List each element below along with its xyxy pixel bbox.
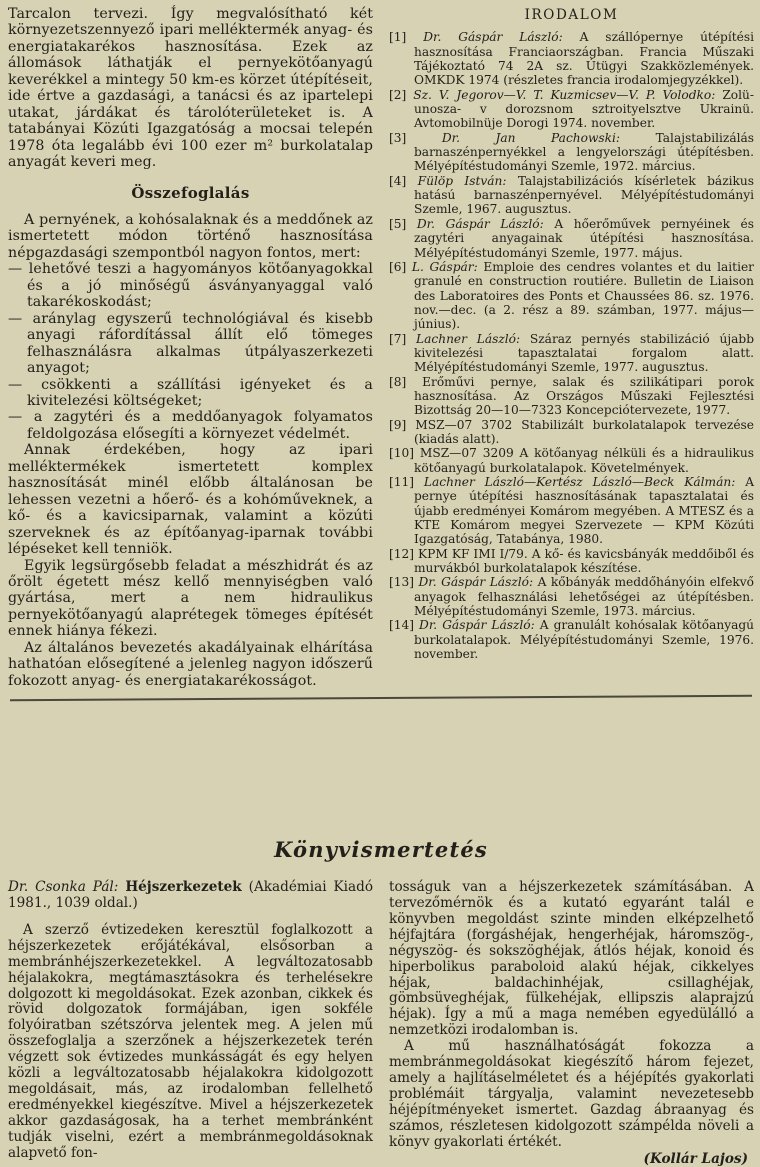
- entry-number: [9]: [389, 417, 407, 432]
- review-paragraph: tosságuk van a héjszerkezetek számításában. A tervezőmérnök és a kutató egyaránt talál e könyvben megoldást szinte minden elképzelhető héjfajtára (forgáshéjak, hengerhéjak, háromszög-, négyszög- és sokszöghéjak, átlós héjak, konoid és hiperbolikus paraboloid alakú héjak, cikkelyes héjak, baldachinhéjak, csillaghéjak, gömbsüveghéjak, fülkehéjak, ellipszis alaprajzú héjak). Így a mű a maga nemében egyedülálló a nemzetközi irodalomban is.: [389, 879, 754, 1039]
- book-reference: [8, 880, 373, 912]
- entry-author: Lachner László—Kertész László—Beck Kálmán:: [423, 475, 736, 489]
- bibliography-entry: [389, 475, 754, 547]
- bibliography-list: [389, 30, 754, 661]
- entry-number: [14]: [389, 618, 415, 633]
- book-publisher: (Akadémiai Kiadó 1981., 1039 oldal.): [8, 879, 373, 912]
- book-review-section: [8, 880, 754, 1167]
- review-left-column: [8, 880, 373, 1167]
- article-paragraph: Az általános bevezetés akadályainak elhárítása hathatóan elősegítené a jelenleg nagyon időszerű fokozott anyag- és energiatakarékosságot.: [8, 639, 373, 689]
- entry-text: A kőbányák meddőhányóin elfekvő anyagok felhasználási lehetőségei az útépítésben. Mélyépítéstudományi Szemle, 1973. március.: [414, 575, 755, 619]
- entry-number: [5]: [389, 216, 407, 231]
- bibliography-entry: [389, 174, 754, 217]
- entry-text: Erőművi pernye, salak és szilikátipari porok hasznosítása. Az Országos Műszaki Fejlesztési Bizottság 20—10—7323 Koncepciótervezete, 1977.: [414, 374, 755, 418]
- entry-author: Sz. V. Jegorov—V. T. Kuzmicsev—V. P. Volodko:: [413, 87, 716, 102]
- bibliography-entry: [389, 618, 754, 661]
- entry-number: [2]: [389, 87, 407, 102]
- entry-number: [10]: [389, 446, 415, 461]
- bibliography-column: [389, 6, 754, 689]
- section-divider: [10, 695, 752, 702]
- entry-text: Talajstabilizálás barnaszénpernyékkel a lengyelországi útépítésben. Mélyépítéstudományi Szemle, 1972. március.: [414, 130, 755, 174]
- list-item: — aránylag egyszerű technológiával és kisebb anyagi ráfordítással állít elő tömeges felhasználásra alkalmas útpályaszerkezeti anyagot;: [8, 310, 373, 377]
- article-paragraph: Tarcalon tervezi. Így megvalósítható két környezetszennyező ipari melléktermék anyag- és energiatakarékos hasznosítása. Ezek az állomások láthatják el pernyekötőanyagú keverékkel a mintegy 50 km-es körzet útépítéseit, ide értve a gazdasági, a tanácsi és az ipartelepi utakat, járdákat és tárolóterületeket is. A tatabányai Közúti Igazgatóság a mocsai telepén 1978 óta legalább évi 100 ezer m² burkolatalap anyagát keveri meg.: [8, 6, 373, 171]
- list-item: — csökkenti a szállítási igényeket és a kivitelezési költségeket;: [8, 376, 373, 409]
- article-column: [8, 6, 373, 689]
- book-title: Héjszerkezetek: [125, 879, 242, 896]
- bibliography-entry: [389, 547, 754, 576]
- entry-number: [13]: [389, 575, 415, 590]
- bibliography-entry: [389, 260, 754, 332]
- book-review-heading: Könyvismertetés: [274, 837, 488, 863]
- entry-text: MSZ—07 3209 A kötőanyag nélküli és a hidraulikus kötőanyagú burkolatalapok. Követelmények.: [414, 446, 755, 475]
- bibliography-entry: [389, 375, 754, 418]
- entry-text: Talajstabilizációs kísérletek bázikus hatású barnaszénpernyével. Mélyépítéstudományi Szemle, 1967. augusztus.: [414, 173, 754, 217]
- entry-text: A granulált kohósalak kötőanyagú burkolatalapok. Mélyépítéstudományi Szemle, 1976. november.: [414, 618, 754, 662]
- bibliography-entry: [389, 30, 754, 87]
- entry-text: Száraz pernyés stabilizáció újabb kivitelezési tapasztalatai forgalom alatt. Mélyépítéstudományi Szemle, 1977. augusztus.: [414, 331, 754, 375]
- review-paragraph: A mű használhatóságát fokozza a membránmegoldásokat kiegészítő három fejezet, amely a hajlításelméletet és a héjépítés gyakorlati problémáit tárgyalja, valamint nevezetesebb héjépítményeket ismertet. Gazdag ábraanyag és számos, részletesen kidolgozott számpélda növeli a könyv gyakorlati értékét.: [389, 1038, 754, 1150]
- entry-text: MSZ—07 3702 Stabilizált burkolatalapok tervezése (kiadás alatt).: [414, 417, 754, 446]
- entry-number: [3]: [389, 130, 407, 145]
- entry-author: Lachner László:: [416, 331, 521, 346]
- entry-text: A hőerőművek pernyéinek és zagytéri anyagainak útépítési hasznosítása. Mélyépítéstudományi Szemle, 1977. május.: [414, 216, 755, 260]
- entry-text: A szállópernye útépítési hasznosítása Franciaországban. Francia Műszaki Tájékoztató 74 2A sz. Útügyi Szakközlemények. OMKDK 1974 (részletes francia irodalomjegyzékkel).: [414, 30, 755, 88]
- article-paragraph: A pernyének, a kohósalaknak és a meddőnek az ismertetett módon történő hasznosítása népgazdasági szempontból nagyon fontos, mert:: [8, 211, 373, 261]
- bibliography-entry: [389, 88, 754, 131]
- reviewer-signature: (Kollár Lajos): [643, 1150, 748, 1167]
- bibliography-entry: [389, 131, 754, 174]
- review-right-column: [389, 880, 754, 1167]
- summary-heading: Összefoglalás: [131, 183, 250, 202]
- entry-number: [1]: [389, 30, 407, 45]
- bibliography-heading: IRODALOM: [524, 7, 619, 23]
- bibliography-entry: [389, 575, 754, 618]
- entry-number: [8]: [389, 374, 407, 389]
- entry-text: Emploie des cendres volantes et du laitier granulé en construction routiére. Bulletin de Liaison des Laboratoires des Ponts et Chaussées 86. sz. 1976. nov.—dec. (a 2. rész a 89. számban, 1977. május—június).: [414, 259, 755, 332]
- bibliography-entry: [389, 418, 754, 447]
- entry-author: Dr. Gáspár László:: [416, 216, 544, 231]
- entry-number: [11]: [389, 475, 415, 489]
- bibliography-entry: [389, 217, 754, 260]
- entry-author: L. Gáspár:: [411, 259, 478, 274]
- entry-text: A pernye útépítési hasznosításának tapasztalatai és újabb eredményei Komárom megyében. A MTESZ és a KTE Komárom megyei Szervezete — KPM Közúti Igazgatóság, Tatabánya, 1980.: [414, 475, 754, 547]
- entry-number: [12]: [389, 546, 415, 561]
- review-paragraph: A szerző évtizedeken keresztül foglalkozott a héjszerkezetek erőjátékával, elsősorban a membránhéjszerkezetekkel. A legváltozatosabb héjalakokra, megtámasztásokra és terhelésekre dolgozott ki megoldásokat. Ezek azonban, cikkek és rövid dolgozatok formájában, igen sokféle folyóiratban szétszórva jelentek meg. A jelen mű összefoglalja a szerzőnek a héjszerkezetek terén végzett sok évtizedes munkásságát és egy helyen közli a legváltozatosabb héjalakokra kidolgozott megoldásait, más, az irodalomban fellelhető eredményekkel kiegészítve. Mivel a héjszerkezetek akkor gazdaságosak, ha a terhet membránként tudják viselni, ezért a membránmegoldásoknak alapvető fon-: [8, 921, 373, 1161]
- entry-author: Fülöp István:: [417, 173, 507, 188]
- bibliography-entry: [389, 446, 754, 475]
- list-item: — a zagytéri és a meddőanyagok folyamatos feldolgozása elősegíti a környezet védelmét.: [8, 409, 373, 442]
- entry-text: Zolü-unosza- v dorozsnom sztroityelsztve Ukrainü. Avtomobilnüje Dorogi 1974. november.: [414, 87, 755, 131]
- entry-number: [7]: [389, 331, 407, 346]
- entry-author: Dr. Gáspár László:: [419, 618, 535, 633]
- bibliography-entry: [389, 332, 754, 375]
- entry-number: [4]: [389, 173, 407, 188]
- article-paragraph: Egyik legsürgősebb feladat a mészhidrát és az őrölt égetett mész kellő mennyiségben való gyártása, mert a nem hidraulikus pernyekötőanyagú alaprétegek tömeges építését ennek hiánya fékezi.: [8, 557, 373, 640]
- entry-text: KPM KF IMI I/79. A kő- és kavicsbányák meddőiből és murvákból burkolatalapok készítése.: [414, 546, 755, 576]
- book-author: Dr. Csonka Pál:: [8, 879, 119, 896]
- top-section: [8, 6, 754, 689]
- entry-number: [6]: [389, 259, 407, 274]
- list-item: — lehetővé teszi a hagyományos kötőanyagokkal és a jó minőségű ásványanyaggal való takarékoskodást;: [8, 261, 373, 311]
- entry-author: Dr. Gáspár László:: [423, 30, 563, 45]
- article-paragraph: Annak érdekében, hogy az ipari melléktermékek ismertetett komplex hasznosítását minél előbb általánosan be lehessen vezetni a hőerő- és a kohóműveknek, a kő- és a kavicsiparnak, valamint a közúti szerveknek és az építőanyag-iparnak további lépéseket kell tenniök.: [8, 442, 373, 558]
- entry-author: Dr. Jan Pachowski:: [441, 130, 621, 145]
- entry-author: Dr. Gáspár László:: [418, 575, 534, 590]
